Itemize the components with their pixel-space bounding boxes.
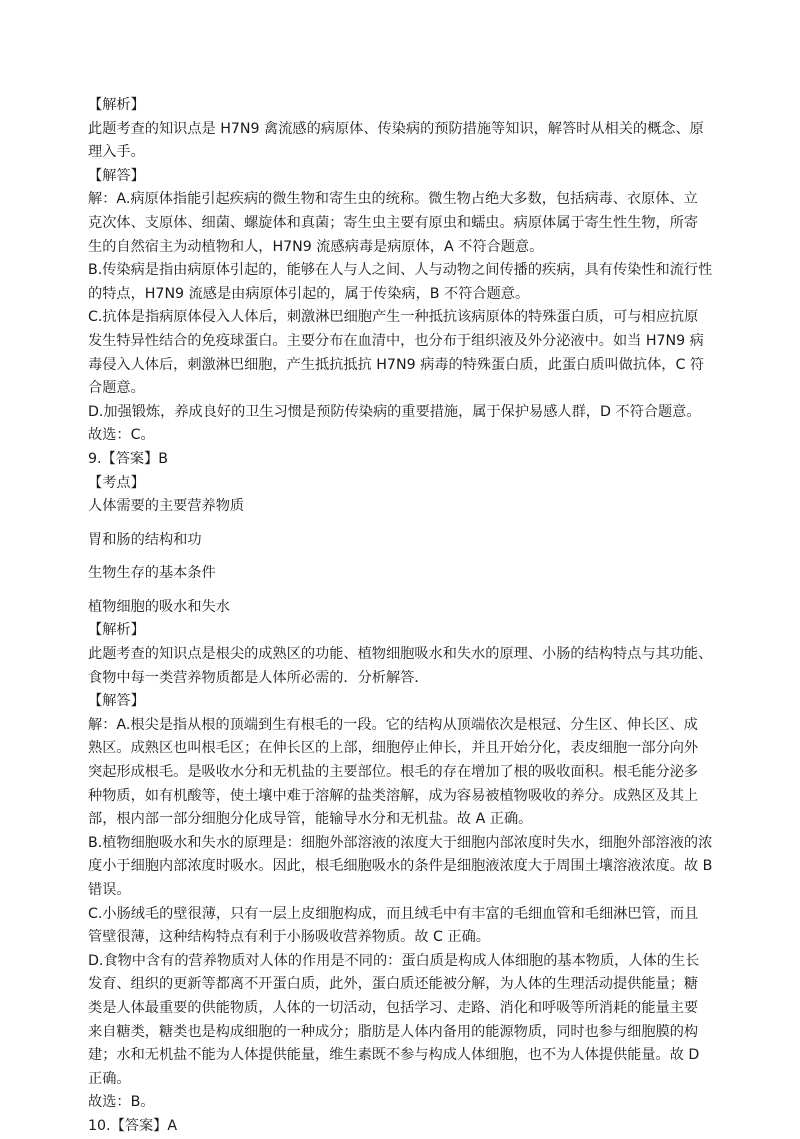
- text-line: D.加强锻炼，养成良好的卫生习惯是预防传染病的重要措施，属于保护易感人群，D 不符合题意。: [88, 403, 701, 420]
- text-line: D.食物中含有的营养物质对人体的作用是不同的：蛋白质是构成人体细胞的基本物质，人体的生长: [88, 952, 700, 969]
- document-page: [88, 94, 714, 1139]
- text-line: C.小肠绒毛的壁很薄，只有一层上皮细胞构成，而且绒毛中有丰富的毛细血管和毛细淋巴管，而且: [88, 905, 699, 922]
- text-line: 【解答】: [88, 693, 145, 710]
- text-line: 故选：C。: [88, 427, 155, 444]
- text-line: 此题考查的知识点是根尖的成熟区的功能、植物细胞吸水和失水的原理、小肠的结构特点与其功能、: [88, 646, 713, 663]
- block-3: [88, 562, 714, 586]
- text-line: 的特点，H7N9 流感是由病原体引起的，属于传染病，B 不符合题意。: [88, 285, 530, 302]
- text-line: 合题意。: [88, 380, 145, 397]
- text-line: 故选：B。: [88, 1094, 155, 1111]
- block-4: [88, 596, 714, 1139]
- text-line: 9.【答案】B: [88, 450, 169, 467]
- text-line: 部，根内部一部分细胞分化成导管，能输导水分和无机盐。故 A 正确。: [88, 811, 533, 828]
- text-line: 【解析】: [88, 97, 145, 113]
- text-line: 度小于细胞内部浓度时吸水。因此，根毛细胞吸水的条件是细胞液浓度大于周围土壤溶液浓度。故 B: [88, 858, 713, 875]
- text-line: 植物细胞的吸水和失水: [88, 598, 230, 615]
- text-line: 突起形成根毛。是吸收水分和无机盐的主要部位。根毛的存在增加了根的吸收面积。根毛能分泌多: [88, 764, 699, 781]
- text-line: B.植物细胞吸水和失水的原理是：细胞外部溶液的浓度大于细胞内部浓度时失水，细胞外部溶液的浓: [88, 834, 713, 851]
- text-line: 食物中每一类营养物质都是人体所必需的．分析解答．: [88, 669, 429, 686]
- text-line: 毒侵入人体后，刺激淋巴细胞，产生抵抗抵抗 H7N9 病毒的特殊蛋白质，此蛋白质叫做抗体，C 符: [88, 356, 705, 373]
- text-line: 生的自然宿主为动植物和人，H7N9 流感病毒是病原体，A 不符合题意。: [88, 238, 544, 255]
- text-line: 【考点】: [88, 474, 145, 491]
- text-line: 发生特异性结合的免疫球蛋白。主要分布在血清中，也分布于组织液及外分泌液中。如当 H7N9 病: [88, 332, 704, 349]
- block-2: [88, 529, 714, 553]
- text-line: 建；水和无机盐不能为人体提供能量，维生素既不参与构成人体细胞，也不为人体提供能量。故 D: [88, 1047, 700, 1064]
- text-line: 生物生存的基本条件: [88, 565, 216, 582]
- text-line: 来自糖类，糖类也是构成细胞的一种成分；脂肪是人体内备用的能源物质，同时也参与细胞膜的构: [88, 1023, 699, 1040]
- text-line: 胃和肠的结构和功: [88, 531, 202, 548]
- text-line: 此题考查的知识点是 H7N9 禽流感的病原体、传染病的预防措施等知识，解答时从相关的概念、原: [88, 120, 704, 137]
- text-line: 正确。: [88, 1070, 131, 1087]
- text-line: 错误。: [88, 882, 131, 898]
- text-line: 类是人体最重要的供能物质，人体的一切活动，包括学习、走路、消化和呼吸等所消耗的能量主要: [88, 999, 699, 1016]
- text-line: 管壁很薄，这种结构特点有利于小肠吸收营养物质。故 C 正确。: [88, 929, 490, 946]
- text-line: 发育、组织的更新等都离不开蛋白质，此外，蛋白质还能被分解，为人体的生理活动提供能量；糖: [88, 976, 699, 993]
- text-line: 解：A.病原体指能引起疾病的微生物和寄生虫的统称。微生物占绝大多数，包括病毒、衣原体、立: [88, 191, 698, 208]
- text-line: 熟区。成熟区也叫根毛区；在伸长区的上部，细胞停止伸长，并且开始分化，表皮细胞一部分向外: [88, 740, 699, 757]
- text-line: 解：A.根尖是指从根的顶端到生有根毛的一段。它的结构从顶端依次是根冠、分生区、伸长区、成: [88, 716, 698, 733]
- text-line: 人体需要的主要营养物质: [88, 498, 245, 515]
- text-line: 【解答】: [88, 167, 145, 184]
- text-line: 理入手。: [88, 144, 145, 161]
- block-1: [88, 94, 714, 519]
- text-line: 克次体、支原体、细菌、螺旋体和真菌；寄生虫主要有原虫和蠕虫。病原体属于寄生性生物，所寄: [88, 214, 699, 231]
- text-line: 10.【答案】A: [88, 1117, 178, 1134]
- text-line: C.抗体是指病原体侵入人体后，刺激淋巴细胞产生一种抵抗该病原体的特殊蛋白质，可与相应抗原: [88, 309, 699, 326]
- text-line: B.传染病是指由病原体引起的，能够在人与人之间、人与动物之间传播的疾病，具有传染性和流行性: [88, 262, 713, 279]
- text-line: 种物质，如有机酸等，使土壤中难于溶解的盐类溶解，成为容易被植物吸收的养分。成熟区及其上: [88, 787, 699, 804]
- text-line: 【解析】: [88, 622, 145, 639]
